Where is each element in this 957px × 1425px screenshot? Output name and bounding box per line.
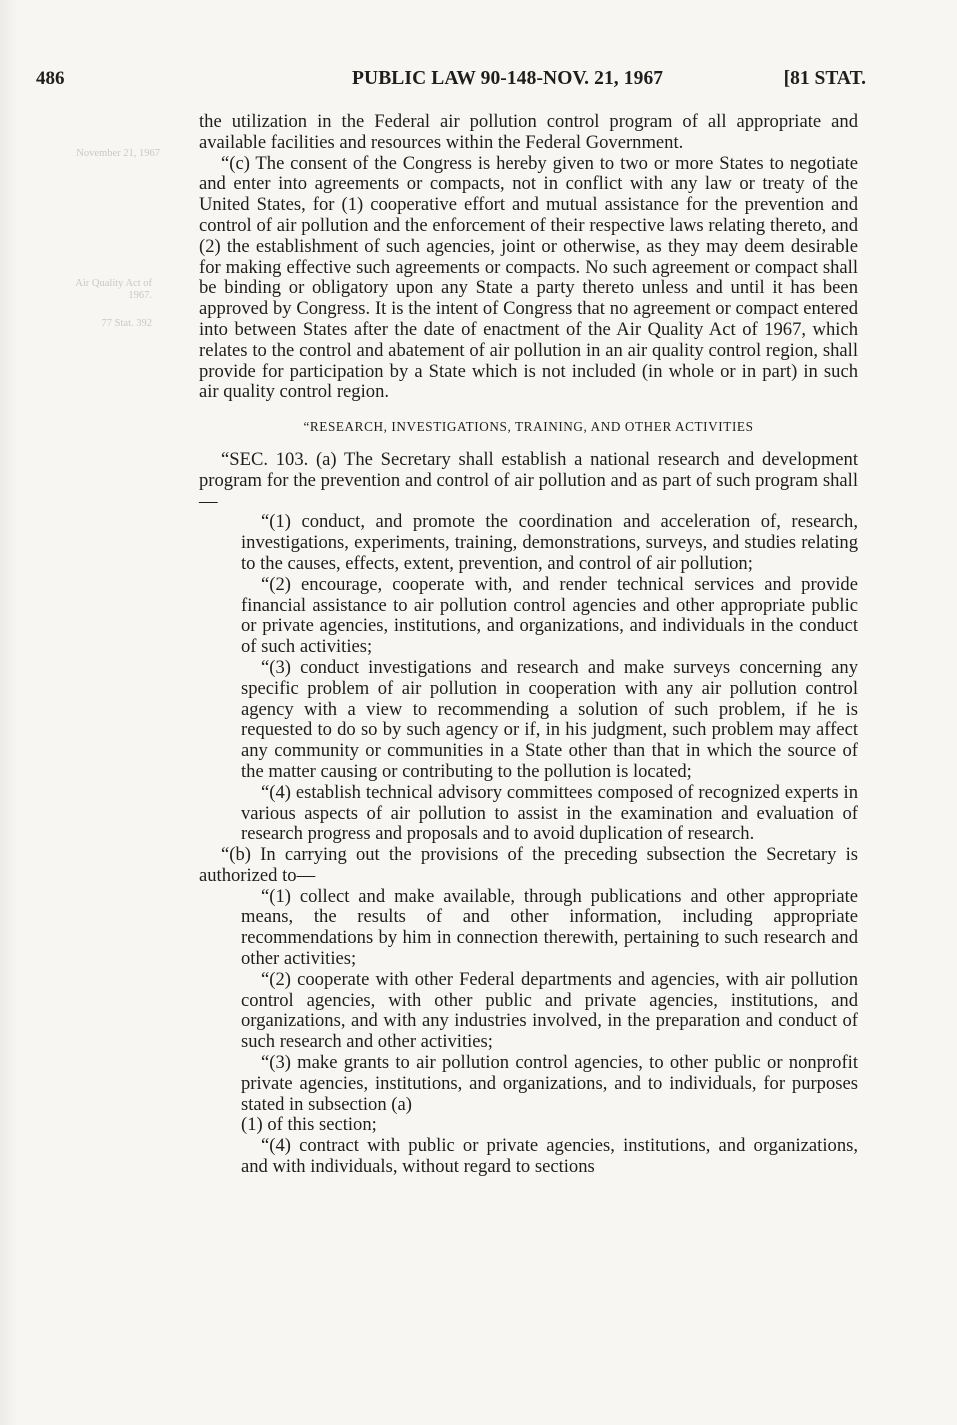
body-text bbox=[199, 112, 858, 1178]
sec103-a-item-3: “(3) conduct investigations and research and make surveys concerning any specific problem of air pollution in cooperation with any air pollution control agency with a view to recommending a solution of such problem, if he is requested to do so by such agency or if, in his judgment, such problem may affect any community or communities in a State other than that in which the source of the matter causing or contributing to the pollution is located; bbox=[241, 656, 858, 782]
page-header bbox=[36, 68, 866, 98]
scan-edge-shadow bbox=[0, 0, 18, 1425]
bleed-through-note-date: November 21, 1967 bbox=[76, 148, 160, 159]
paragraph-subsection-c: “(c) The consent of the Congress is hereby given to two or more States to negotiate and enter into agreements or compacts, not in conflict with any law or treaty of the United States, for (1) cooperative effort and mutual assistance for the prevention and control of air pollution and the enforcement of their respective laws relating thereto, and (2) the establishment of such agencies, joint or otherwise, as they may deem desirable for making effective such agreements or compacts. No such agreement or compact shall be binding or obligatory upon any State a party thereto unless and until it has been approved by Congress. It is the intent of Congress that no agreement or compact entered into between States after the date of enactment of the Air Quality Act of 1967, which relates to the control and abatement of air pollution in an air quality control region, shall provide for participation by a State which is not included (in whole or in part) in such air quality control region. bbox=[199, 152, 858, 403]
bleed-through-note-act: Air Quality Act of 1967. bbox=[75, 278, 152, 301]
paragraph-continuation: the utilization in the Federal air pollution control program of all appropriate and available facilities and resources within the Federal Government. bbox=[199, 111, 858, 153]
statute-reference: [81 STAT. bbox=[783, 68, 866, 89]
sec103-b-item-1: “(1) collect and make available, through publications and other appropriate means, the results of and other information, including appropriate recommendations by him in connection therewith, pertaining to such research and other activities; bbox=[241, 885, 858, 970]
sec103-b-item-4: “(4) contract with public or private agencies, institutions, and organizations, and with individuals, without regard to sections bbox=[241, 1135, 858, 1178]
sec103-b-item-3-continuation: (1) of this section; bbox=[241, 1114, 377, 1136]
sec103-a-item-2: “(2) encourage, cooperate with, and render technical services and provide financial assistance to air pollution control agencies and other appropriate public or private agencies, institutions, and organizations, and individuals in the conduct of such activities; bbox=[241, 573, 858, 658]
sec103-intro: “SEC. 103. (a) The Secretary shall establish a national research and development program for the prevention and control of air pollution and as part of such program shall— bbox=[199, 448, 858, 512]
sec103-b-item-2: “(2) cooperate with other Federal departments and agencies, with air pollution control agencies, with other public and private agencies, institutions, and organizations, and with any industries involved, in the preparation and conduct of such research and other activities; bbox=[241, 968, 858, 1053]
section-heading: “RESEARCH, INVESTIGATIONS, TRAINING, AND OTHER ACTIVITIES bbox=[303, 419, 754, 435]
sec103-a-item-1: “(1) conduct, and promote the coordination and acceleration of, research, investigations, experiments, training, demonstrations, surveys, and studies relating to the causes, effects, extent, prevention, and control of air pollution; bbox=[241, 511, 858, 574]
bleed-through-note-stat: 77 Stat. 392 bbox=[101, 318, 152, 329]
page-number: 486 bbox=[36, 68, 65, 89]
sec103-a-item-4: “(4) establish technical advisory committees composed of recognized experts in various aspects of air pollution to assist in the examination and evaluation of research progress and proposals and to avoid duplication of research. bbox=[241, 781, 858, 845]
running-head: PUBLIC LAW 90-148-NOV. 21, 1967 bbox=[352, 68, 664, 89]
sec103-b-intro: “(b) In carrying out the provisions of the preceding subsection the Secretary is authorized to— bbox=[199, 844, 858, 886]
sec103-b-item-3: “(3) make grants to air pollution control agencies, to other public or nonprofit private agencies, institutions, and organizations, and to individuals, for purposes stated in subsection (a) bbox=[241, 1052, 858, 1115]
